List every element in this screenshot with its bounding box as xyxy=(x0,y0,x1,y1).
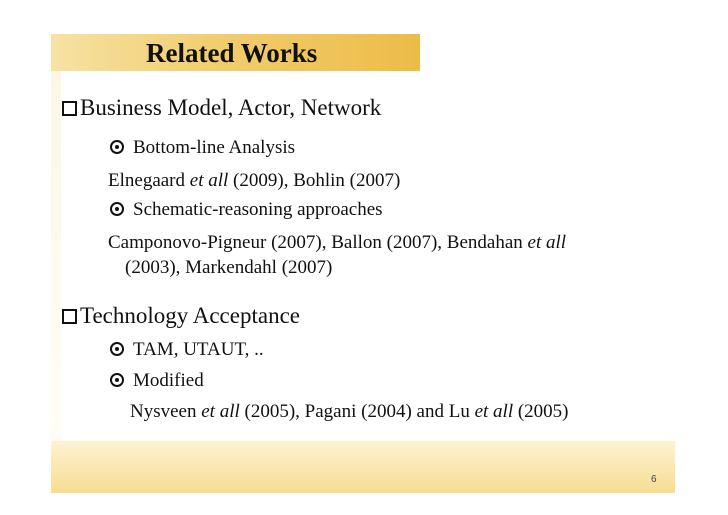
references-bottom-line: Elnegaard et all (2009), Bohlin (2007) xyxy=(108,170,401,191)
bullet-tam-utaut: TAM, UTAUT, .. xyxy=(110,339,264,361)
circle-bullet-icon xyxy=(110,342,124,356)
circle-bullet-icon xyxy=(110,140,124,154)
bullet-bottom-line: Bottom-line Analysis xyxy=(110,137,295,159)
bullet-schematic-reasoning: Schematic-reasoning approaches xyxy=(110,199,383,221)
section-heading-technology-acceptance: Technology Acceptance xyxy=(62,303,300,329)
left-decoration xyxy=(51,71,61,441)
references-modified: Nysveen et all (2005), Pagani (2004) and Lu et all (2005) xyxy=(130,401,569,422)
circle-bullet-icon xyxy=(110,373,124,387)
references-schematic-line2: (2003), Markendahl (2007) xyxy=(125,257,333,278)
footer-bar xyxy=(51,441,675,493)
references-schematic-line1: Camponovo-Pigneur (2007), Ballon (2007), Bendahan et all xyxy=(108,232,567,253)
slide-title: Related Works xyxy=(146,38,318,68)
page-number: 6 xyxy=(651,474,657,485)
section-heading-business-model: Business Model, Actor, Network xyxy=(62,95,381,121)
circle-bullet-icon xyxy=(110,202,124,216)
checkbox-bullet-icon xyxy=(62,309,77,324)
bullet-modified: Modified xyxy=(110,370,204,392)
checkbox-bullet-icon xyxy=(62,101,77,116)
